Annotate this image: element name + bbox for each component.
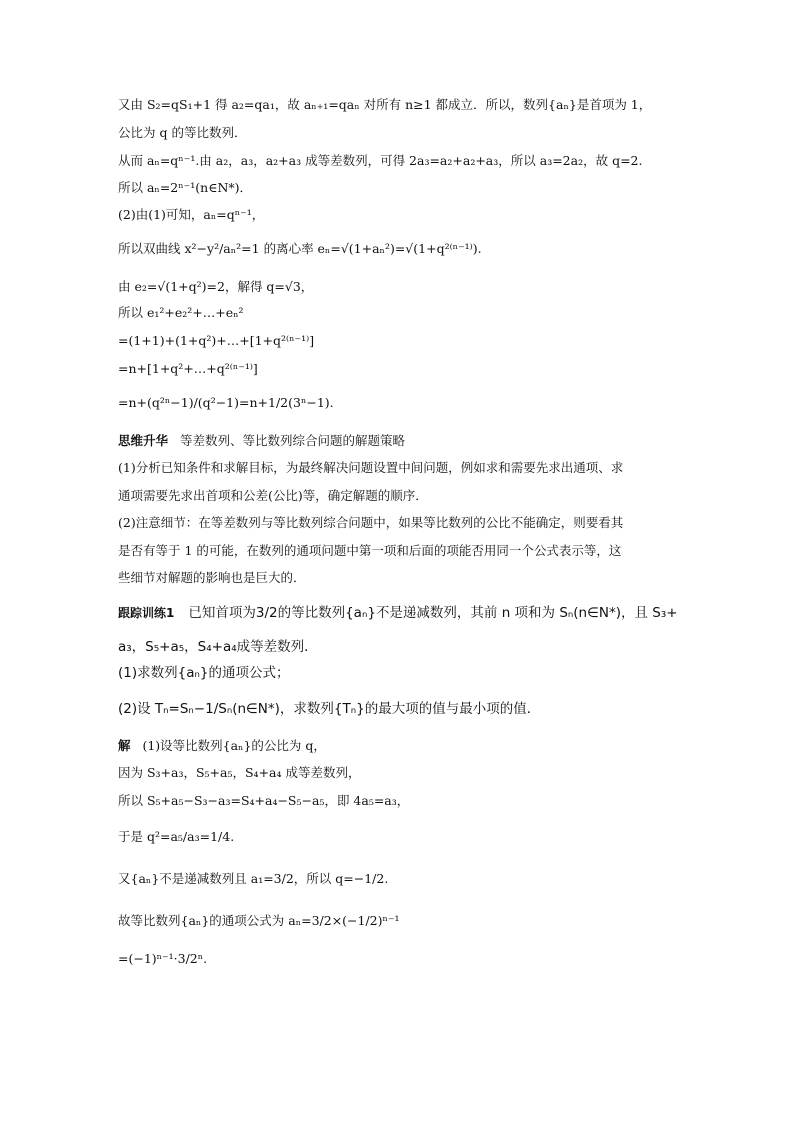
exercise-line: (1)求数列{aₙ}的通项公式； <box>118 665 290 681</box>
strategy-line: 些细节对解题的影响也是巨大的． <box>118 570 306 585</box>
solution2-text: (1)设等比数列{aₙ}的公比为 q， <box>142 738 326 753</box>
solution-line: 所以 e₁²+e₂²+…+eₙ² <box>118 305 244 320</box>
exercise-line: a₃，S₅+a₅，S₄+a₄成等差数列． <box>118 639 318 655</box>
solution2-line: 于是 q²=a₅/a₃=1/4. <box>118 829 235 844</box>
exercise-line: (2)设 Tₙ=Sₙ−1/Sₙ(n∈N*)，求数列{Tₙ}的最大项的值与最小项的值． <box>118 701 541 717</box>
solution-line: (2)由(1)可知，aₙ=qⁿ⁻¹， <box>118 207 265 222</box>
solution-line: 又由 S₂=qS₁+1 得 a₂=qa₁，故 aₙ₊₁=qaₙ 对所有 n≥1 都成立．所以，数列{aₙ}是首项为 1， <box>118 97 652 112</box>
solution-line: =(1+1)+(1+q²)+…+[1+q²⁽ⁿ⁻¹⁾] <box>118 333 315 348</box>
solution-label: 解 <box>118 738 131 753</box>
solution-line: 公比为 q 的等比数列． <box>118 125 247 140</box>
solution2-line: =(−1)ⁿ⁻¹·3/2ⁿ. <box>118 951 208 966</box>
solution2-line: 故等比数列{aₙ}的通项公式为 aₙ=3/2×(−1/2)ⁿ⁻¹ <box>118 913 400 928</box>
strategy-header <box>118 432 724 450</box>
solution-line: 所以双曲线 x²−y²/aₙ²=1 的离心率 eₙ=√(1+aₙ²)=√(1+q²⁽ⁿ⁻¹⁾). <box>118 241 482 256</box>
solution-line: 从而 aₙ=qⁿ⁻¹.由 a₂，a₃，a₂+a₃ 成等差数列，可得 2a₃=a₂+a₂+a₃，所以 a₃=2a₂，故 q=2. <box>118 153 643 168</box>
solution-line: =n+(q²ⁿ−1)/(q²−1)=n+1/2(3ⁿ−1). <box>118 395 334 410</box>
strategy-heading: 思维升华 <box>118 433 169 448</box>
solution2-line: 所以 S₅+a₅−S₃−a₃=S₄+a₄−S₅−a₅，即 4a₅=a₃， <box>118 793 410 808</box>
strategy-line: 通项需要先求出首项和公差(公比)等，确定解题的顺序． <box>118 488 428 503</box>
strategy-line: 是否有等于 1 的可能，在数列的通项问题中第一项和后面的项能否用同一个公式表示等，这 <box>118 543 622 558</box>
solution-line: 由 e₂=√(1+q²)=2，解得 q=√3， <box>118 279 314 294</box>
solution2-first-line <box>118 737 724 755</box>
exercise-tag: 跟踪训练1 <box>118 606 175 620</box>
solution2-line: 又{aₙ}不是递减数列且 a₁=3/2，所以 q=−1/2. <box>118 871 389 886</box>
solution2-line: 因为 S₃+a₃，S₅+a₅，S₄+a₄ 成等差数列， <box>118 765 361 780</box>
solution-line: 所以 aₙ=2ⁿ⁻¹(n∈N*)． <box>118 180 253 195</box>
solution-line: =n+[1+q²+…+q²⁽ⁿ⁻¹⁾] <box>118 361 258 376</box>
exercise-text: 已知首项为3/2的等比数列{aₙ}不是递减数列，其前 n 项和为 Sₙ(n∈N*)，且 S₃+ <box>188 605 678 621</box>
exercise-first-line <box>118 604 724 622</box>
strategy-line: (1)分析已知条件和求解目标，为最终解决问题设置中间问题，例如求和需要先求出通项、求 <box>118 460 624 475</box>
strategy-line: (2)注意细节：在等差数列与等比数列综合问题中，如果等比数列的公比不能确定，则要看其 <box>118 515 624 530</box>
strategy-title: 等差数列、等比数列综合问题的解题策略 <box>179 433 405 448</box>
